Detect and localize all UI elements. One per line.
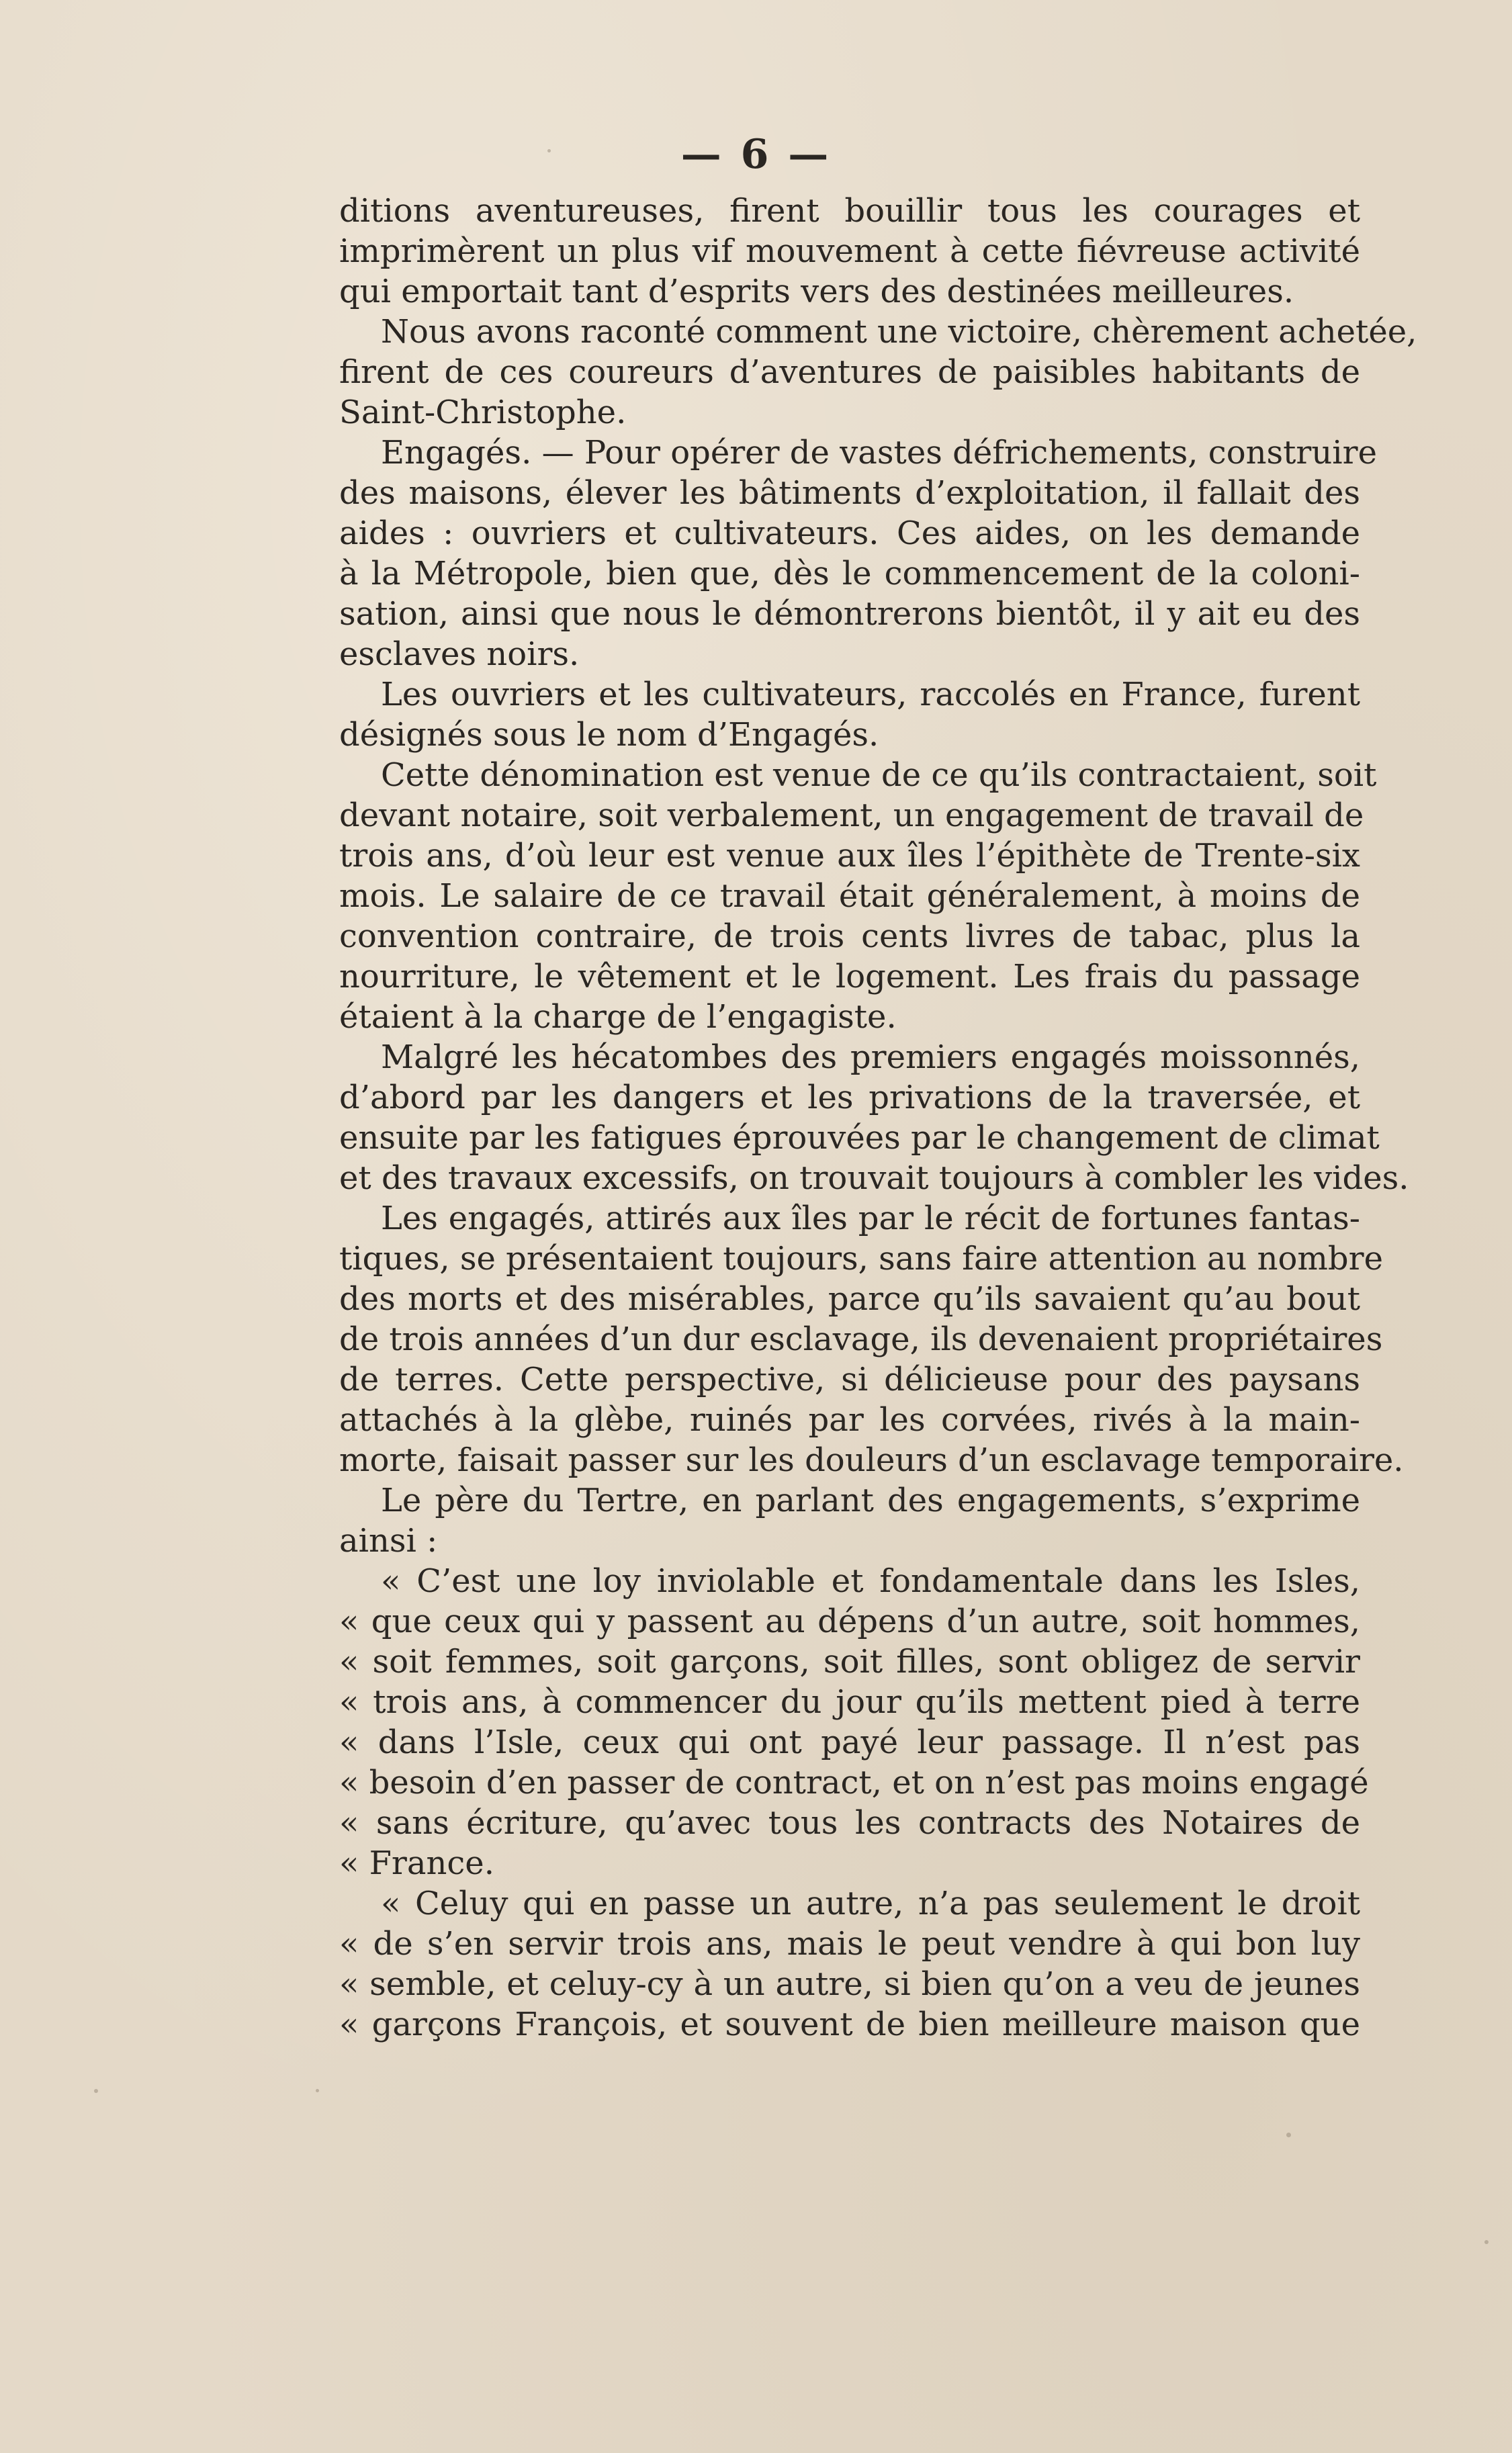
text-line: nourriture, le vêtement et le logement. Les frais du passage (339, 958, 1360, 995)
text-line: sation, ainsi que nous le démontrerons bientôt, il y ait eu des (339, 595, 1360, 633)
quote-line: « besoin d’en passer de contract, et on n’est pas moins engagé (339, 1764, 1369, 1801)
text-line: et des travaux excessifs, on trouvait toujours à combler les vides. (339, 1159, 1409, 1197)
text-line: étaient à la charge de l’engagiste. (339, 998, 897, 1036)
text-line: tiques, se présentaient toujours, sans faire attention au nombre (339, 1240, 1383, 1278)
paper-speck (316, 2089, 319, 2092)
text-line: Cette dénomination est venue de ce qu’ils contractaient, soit (381, 756, 1377, 794)
text-line: de trois années d’un dur esclavage, ils devenaient propriétaires (339, 1321, 1383, 1358)
quote-line: « France. (339, 1844, 494, 1882)
body-text (339, 191, 1417, 2045)
text-line: de terres. Cette perspective, si délicieuse pour des paysans (339, 1361, 1360, 1398)
text-line: Les engagés, attirés aux îles par le récit de fortunes fantas- (381, 1200, 1360, 1237)
text-line: des morts et des misérables, parce qu’ils savaient qu’au bout (339, 1280, 1360, 1318)
quote-line: « C’est une loy inviolable et fondamentale dans les Isles, (381, 1562, 1360, 1600)
text-line: qui emportait tant d’esprits vers des destinées meilleures. (339, 273, 1294, 310)
text-line: ainsi : (339, 1522, 438, 1560)
paper-speck (94, 2089, 98, 2093)
text-line: Le père du Tertre, en parlant des engagements, s’exprime (381, 1482, 1360, 1519)
text-line: ditions aventureuses, firent bouillir tous les courages et (339, 192, 1360, 230)
quote-line: « semble, et celuy-cy à un autre, si bien qu’on a veu de jeunes (339, 1965, 1360, 2003)
text-line: Les ouvriers et les cultivateurs, raccolés en France, furent (381, 676, 1360, 713)
quote-line: « trois ans, à commencer du jour qu’ils mettent pied à terre (339, 1683, 1360, 1721)
section-heading-line: Engagés. — Pour opérer de vastes défrichements, construire (381, 434, 1377, 472)
text-line: morte, faisait passer sur les douleurs d’un esclavage temporaire. (339, 1441, 1404, 1479)
page-number: — 6 — (680, 131, 832, 178)
text-line: des maisons, élever les bâtiments d’exploitation, il fallait des (339, 474, 1360, 512)
text-line: Malgré les hécatombes des premiers engagés moissonnés, (381, 1038, 1360, 1076)
quote-line: « dans l’Isle, ceux qui ont payé leur passage. Il n’est pas (339, 1724, 1360, 1761)
text-line: d’abord par les dangers et les privations de la traversée, et (339, 1079, 1360, 1116)
text-line: esclaves noirs. (339, 635, 580, 673)
text-line: Nous avons raconté comment une victoire, chèrement achetée, (381, 313, 1417, 351)
quote-line: « Celuy qui en passe un autre, n’a pas seulement le droit (381, 1885, 1360, 1922)
text-line: ensuite par les fatigues éprouvées par le changement de climat (339, 1119, 1380, 1157)
text-line: mois. Le salaire de ce travail était généralement, à moins de (339, 877, 1360, 915)
text-line: désignés sous le nom d’Engagés. (339, 716, 879, 754)
text-line: aides : ouvriers et cultivateurs. Ces aides, on les demande (339, 515, 1360, 552)
quote-line: « de s’en servir trois ans, mais le peut vendre à qui bon luy (339, 1925, 1360, 1963)
text-line: Saint-Christophe. (339, 394, 627, 431)
text-line: à la Métropole, bien que, dès le commencement de la coloni- (339, 555, 1360, 592)
text-line: trois ans, d’où leur est venue aux îles l’épithète de Trente-six (339, 837, 1360, 875)
text-line: devant notaire, soit verbalement, un engagement de travail de (339, 797, 1364, 834)
text-line: attachés à la glèbe, ruinés par les corvées, rivés à la main- (339, 1401, 1360, 1439)
quote-line: « que ceux qui y passent au dépens d’un autre, soit hommes, (339, 1603, 1360, 1640)
text-line: firent de ces coureurs d’aventures de paisibles habitants de (339, 353, 1360, 391)
paper-speck (1484, 2240, 1488, 2244)
quote-line: « soit femmes, soit garçons, soit filles, sont obligez de servir (339, 1643, 1360, 1681)
quote-line: « garçons François, et souvent de bien meilleure maison que (339, 2006, 1360, 2043)
quote-line: « sans écriture, qu’avec tous les contracts des Notaires de (339, 1804, 1360, 1842)
text-line: convention contraire, de trois cents livres de tabac, plus la (339, 918, 1360, 955)
paper-speck (1286, 2133, 1291, 2137)
text-line: imprimèrent un plus vif mouvement à cette fiévreuse activité (339, 232, 1360, 270)
